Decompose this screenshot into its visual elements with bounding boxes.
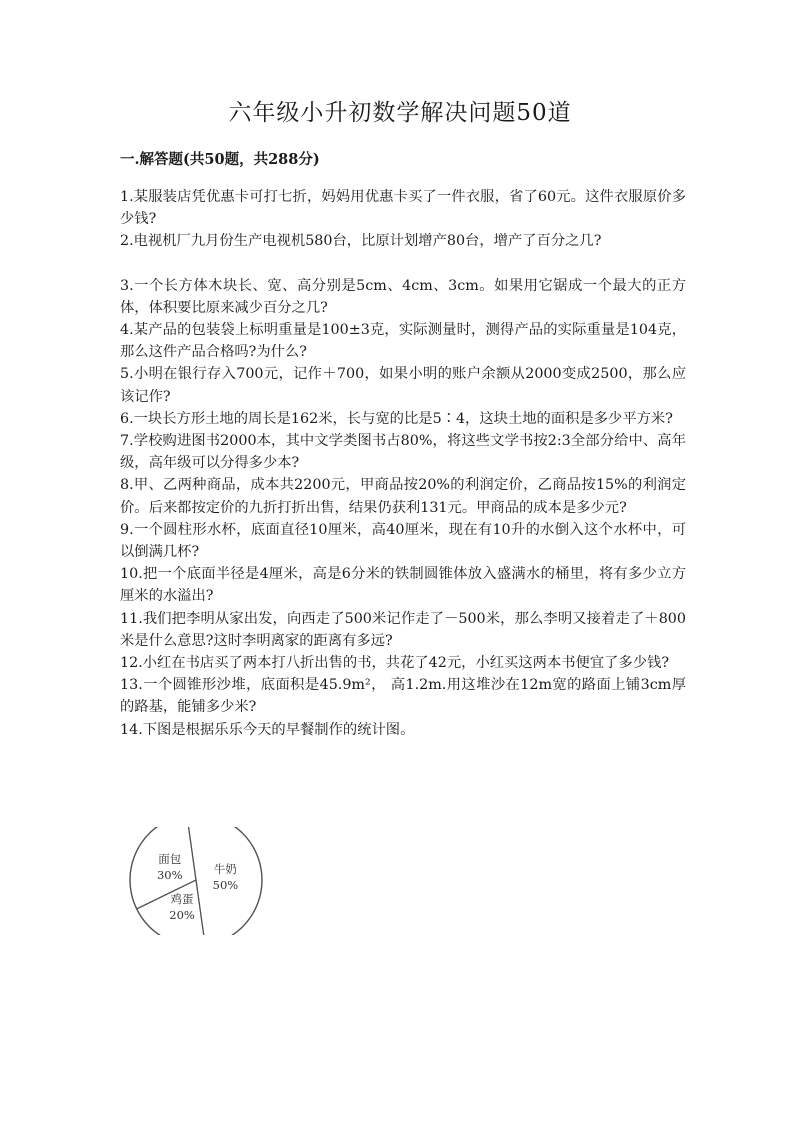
question-14: 14.下图是根据乐乐今天的早餐制作的统计图。 [120, 721, 415, 738]
breakfast-pie-chart [128, 827, 268, 935]
question-3: 3.一个长方体木块长、宽、高分别是5cm、4cm、3cm。如果用它锯成一个最大的正方体，体积要比原来减少百分之几? [120, 277, 686, 316]
document-title: 六年级小升初数学解决问题50道 [228, 100, 572, 126]
question-1: 1.某服装店凭优惠卡可打七折，妈妈用优惠卡买了一件衣服，省了60元。这件衣服原价多少钱? [120, 189, 686, 228]
pie-label-1: 牛奶 [213, 861, 237, 876]
question-13: 13.一个圆锥形沙堆，底面积是45.9m²， 高1.2m.用这堆沙在12m宽的路面上铺3cm厚的路基，能铺多少米? [120, 677, 686, 716]
question-5: 5.小明在银行存入700元，记作＋700，如果小明的账户余额从2000变成2500，那么应该记作? [120, 366, 686, 405]
question-8: 8.甲、乙两种商品，成本共2200元，甲商品按20%的利润定价，乙商品按15%的利润定价。后来都按定价的九折打折出售，结果仍获利131元。甲商品的成本是多少元? [120, 477, 686, 516]
section-heading: 一.解答题(共50题，共288分) [120, 151, 320, 168]
question-7: 7.学校购进图书2000本，其中文学类图书占80%，将这些文学书按2:3全部分给中、高年级，高年级可以分得多少本? [120, 433, 686, 472]
question-6: 6.一块长方形土地的周长是162米，长与宽的比是5∶4，这块土地的面积是多少平方米? [120, 410, 673, 427]
question-10: 10.把一个底面半径是4厘米，高是6分米的铁制圆锥体放入盛满水的桶里，将有多少立方厘米的水溢出? [120, 566, 686, 605]
pie-value-label-1: 50% [212, 877, 239, 892]
pie-value-label-2: 20% [169, 908, 195, 923]
question-4: 4.某产品的包装袋上标明重量是100±3克，实际测量时，测得产品的实际重量是104克，那么这件产品合格吗?为什么? [120, 322, 686, 361]
question-9: 9.一个圆柱形水杯，底面直径10厘米，高40厘米，现在有10升的水倒入这个水杯中，可以倒满几杯? [120, 521, 686, 561]
pie-label-2: 鸡蛋 [170, 892, 194, 907]
pie-label-3: 面包 [158, 852, 182, 867]
question-12: 12.小红在书店买了两本打八折出售的书，共花了42元，小红买这两本书便宜了多少钱? [120, 655, 669, 672]
question-2: 2.电视机厂九月份生产电视机580台，比原计划增产80台，增产了百分之几? [120, 233, 602, 250]
question-list [120, 186, 686, 741]
question-11: 11.我们把李明从家出发，向西走了500米记作走了－500米，那么李明又接着走了＋800米是什么意思?这时李明离家的距离有多远? [120, 610, 686, 649]
pie-value-label-3: 30% [156, 868, 183, 883]
